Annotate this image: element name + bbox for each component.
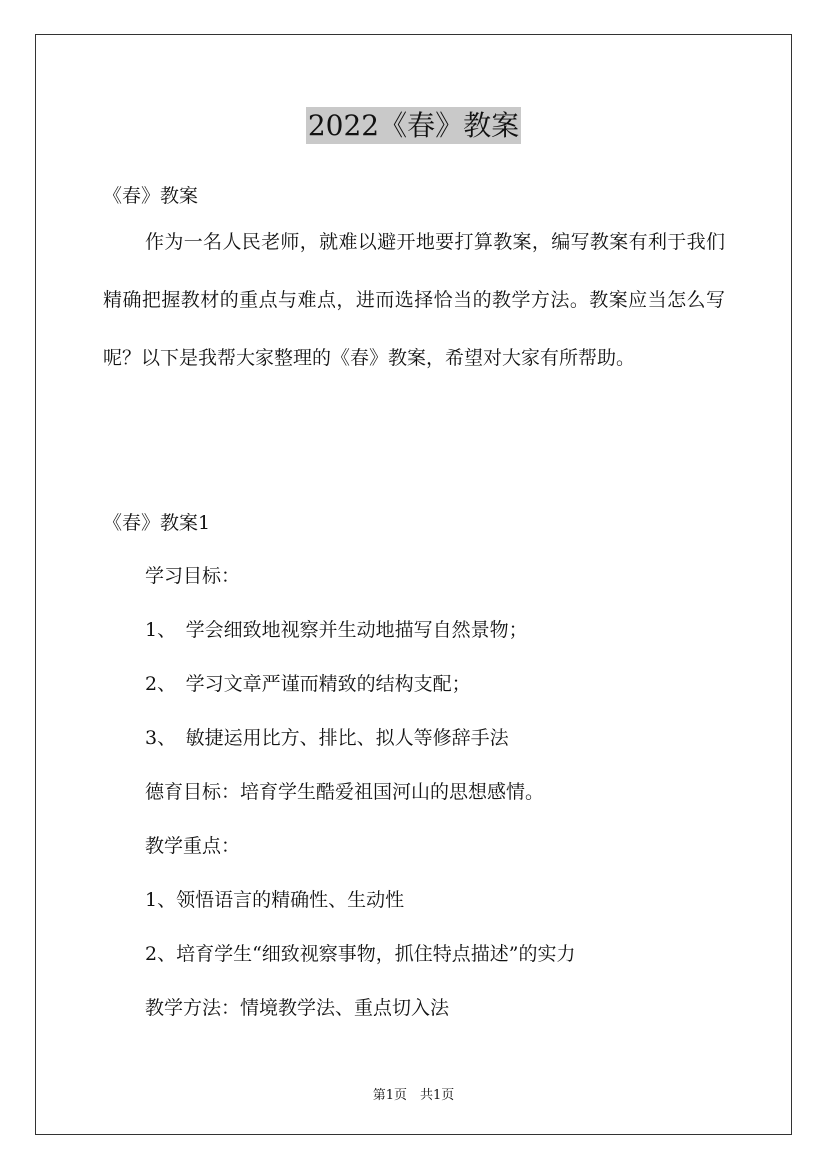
learning-goals-label: 学习目标： [145,565,241,587]
key-point-1: 1、领悟语言的精确性、生动性 [145,889,405,911]
goal-item-1: 1、 学会细致地视察并生动地描写自然景物； [145,619,528,641]
goal-item-2: 2、 学习文章严谨而精致的结构支配； [145,673,471,695]
intro-paragraph: 作为一名人民老师，就难以避开地要打算教案，编写教案有利于我们精确把握教材的重点与难点，进而选择恰当的教学方法。教案应当怎么写呢？以下是我帮大家整理的《春》教案，希望对大家有所帮助。 [103,231,725,369]
key-points-label: 教学重点： [145,835,241,857]
moral-goal: 德育目标：培育学生酷爱祖国河山的思想感情。 [145,781,545,803]
document-title-wrap [0,104,827,144]
key-point-2: 2、培育学生“细致视察事物，抓住特点描述”的实力 [145,943,576,965]
page-footer: 第1页 共1页 [372,1088,455,1103]
subtitle: 《春》教案 [103,185,199,207]
goal-item-3: 3、 敏捷运用比方、排比、拟人等修辞手法 [145,727,509,749]
teaching-method: 教学方法：情境教学法、重点切入法 [145,997,450,1019]
document-title: 2022《春》教案 [307,109,520,142]
section-heading: 《春》教案1 [103,512,211,534]
